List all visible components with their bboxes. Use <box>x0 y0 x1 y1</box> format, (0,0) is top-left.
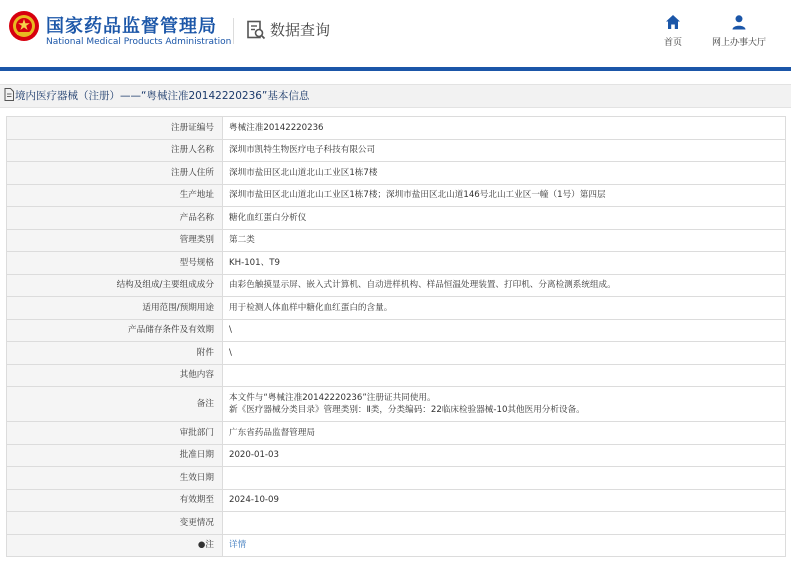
row-label: 有效期至 <box>7 489 223 512</box>
registration-info-table <box>6 116 786 557</box>
row-value <box>223 512 786 535</box>
row-label: 注册人住所 <box>7 162 223 185</box>
header-accent-bar <box>0 67 791 71</box>
table-row <box>7 512 786 535</box>
row-value: \ <box>223 319 786 342</box>
row-value <box>223 387 786 422</box>
page-title: 境内医疗器械（注册）——“粤械注准20142220236”基本信息 <box>15 90 310 102</box>
nav-home-link[interactable] <box>656 14 690 48</box>
nav-home-label: 首页 <box>663 38 682 48</box>
table-row <box>7 364 786 387</box>
national-emblem-icon <box>8 10 40 42</box>
data-query-label: 数据查询 <box>270 21 331 39</box>
table-row <box>7 342 786 365</box>
row-label: 备注 <box>7 387 223 422</box>
table-row <box>7 139 786 162</box>
row-label: ●注 <box>7 534 223 557</box>
home-icon <box>665 14 681 30</box>
row-label: 管理类别 <box>7 229 223 252</box>
agency-name-en: National Medical Products Administration <box>46 37 232 47</box>
row-value: 糖化血红蛋白分析仪 <box>223 207 786 230</box>
row-value <box>223 364 786 387</box>
user-icon <box>731 14 747 30</box>
row-value: 深圳市盐田区北山道北山工业区1栋7楼 <box>223 162 786 185</box>
table-row <box>7 162 786 185</box>
table-row <box>7 444 786 467</box>
table-row <box>7 387 786 422</box>
table-row <box>7 467 786 490</box>
row-value: 广东省药品监督管理局 <box>223 422 786 445</box>
table-row <box>7 297 786 320</box>
row-label: 型号规格 <box>7 252 223 275</box>
table-row <box>7 117 786 140</box>
row-value: 用于检测人体血样中糖化血红蛋白的含量。 <box>223 297 786 320</box>
remark-line: 本文件与“粤械注准20142220236”注册证共同使用。 <box>229 393 436 403</box>
row-label: 注册证编号 <box>7 117 223 140</box>
row-value <box>223 534 786 557</box>
row-label: 产品储存条件及有效期 <box>7 319 223 342</box>
table-row <box>7 252 786 275</box>
row-value: 粤械注准20142220236 <box>223 117 786 140</box>
row-label: 生产地址 <box>7 184 223 207</box>
row-label: 批准日期 <box>7 444 223 467</box>
table-row <box>7 274 786 297</box>
agency-name-cn: 国家药品监督管理局 <box>46 16 217 37</box>
row-label: 其他内容 <box>7 364 223 387</box>
data-query-icon <box>246 20 266 40</box>
remark-line: 新《医疗器械分类目录》管理类别：Ⅱ类，分类编码：22临床检验器械-10其他医用分析设备。 <box>229 405 585 415</box>
row-value: \ <box>223 342 786 365</box>
row-value <box>223 467 786 490</box>
header-divider <box>233 18 234 44</box>
row-label: 产品名称 <box>7 207 223 230</box>
row-value: 2020-01-03 <box>223 444 786 467</box>
document-icon <box>4 88 14 101</box>
row-label: 结构及组成/主要组成成分 <box>7 274 223 297</box>
details-link[interactable]: 详情 <box>229 540 247 551</box>
nav-online-office-link[interactable] <box>707 14 771 48</box>
table-row <box>7 319 786 342</box>
table-row <box>7 422 786 445</box>
row-value: KH-101、T9 <box>223 252 786 275</box>
table-row <box>7 229 786 252</box>
table-row <box>7 207 786 230</box>
row-label: 变更情况 <box>7 512 223 535</box>
row-label: 生效日期 <box>7 467 223 490</box>
row-label: 注册人名称 <box>7 139 223 162</box>
row-value: 深圳市盐田区北山道北山工业区1栋7楼；深圳市盐田区北山道146号北山工业区一幢（1号）第四层 <box>223 184 786 207</box>
row-label: 附件 <box>7 342 223 365</box>
row-value: 第二类 <box>223 229 786 252</box>
row-label: 审批部门 <box>7 422 223 445</box>
row-value: 2024-10-09 <box>223 489 786 512</box>
table-row <box>7 534 786 557</box>
row-label: 适用范围/预期用途 <box>7 297 223 320</box>
table-row <box>7 489 786 512</box>
table-row <box>7 184 786 207</box>
site-header <box>0 0 791 67</box>
row-value: 深圳市凯特生物医疗电子科技有限公司 <box>223 139 786 162</box>
nav-online-office-label: 网上办事大厅 <box>711 38 766 48</box>
row-value: 由彩色触摸显示屏、嵌入式计算机、自动进样机构、样品恒温处理装置、打印机、分离检测系统组成。 <box>223 274 786 297</box>
